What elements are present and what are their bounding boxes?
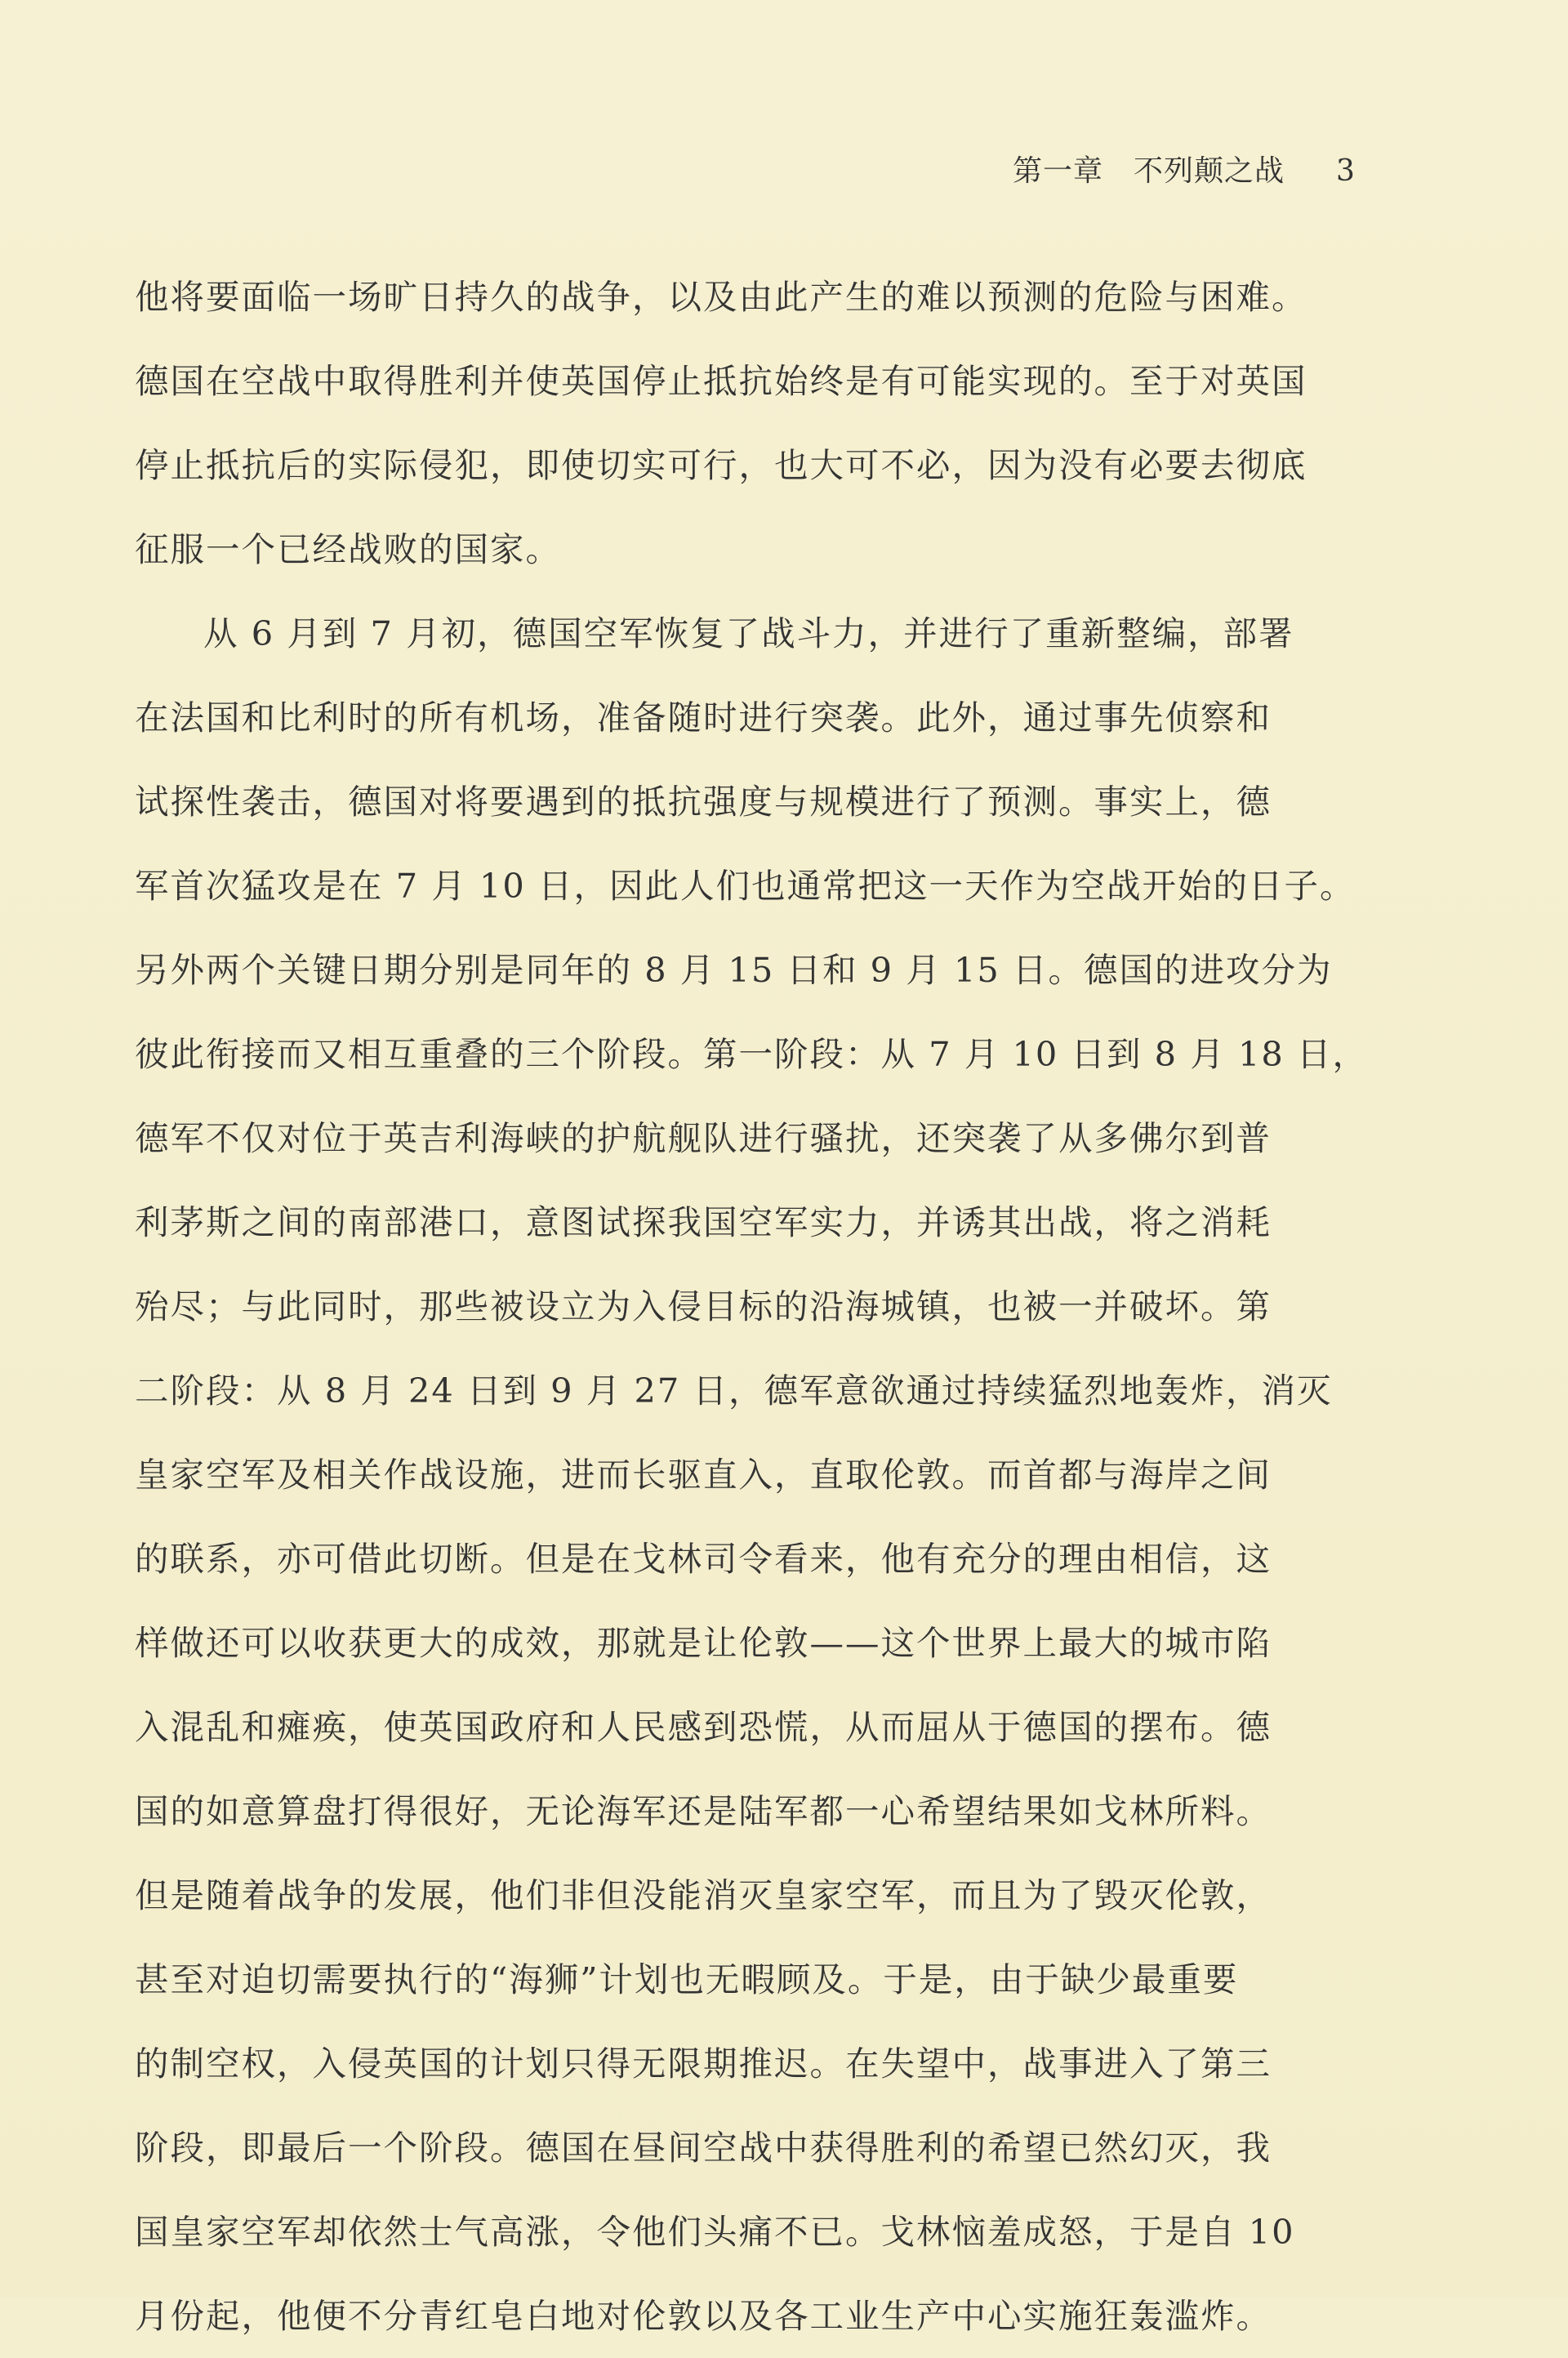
- text-line: 彼此衔接而又相互重叠的三个阶段。第一阶段：从 7 月 10 日到 8 月 18 日，: [135, 1034, 1368, 1074]
- text-line: 德军不仅对位于英吉利海峡的护航舰队进行骚扰，还突袭了从多佛尔到普: [135, 1118, 1272, 1158]
- text-line: 军首次猛攻是在 7 月 10 日，因此人们也通常把这一天作为空战开始的日子。: [135, 866, 1356, 906]
- text-line: 阶段，即最后一个阶段。德国在昼间空战中获得胜利的希望已然幻灭，我: [135, 2128, 1272, 2168]
- text-line: 停止抵抗后的实际侵犯，即使切实可行，也大可不必，因为没有必要去彻底: [135, 445, 1307, 485]
- text-line: 国皇家空军却依然士气高涨，令他们头痛不已。戈林恼羞成怒，于是自 10: [135, 2212, 1295, 2252]
- text-line: 但是随着战争的发展，他们非但没能消灭皇家空军，而且为了毁灭伦敦，: [135, 1875, 1272, 1915]
- text-line: 皇家空军及相关作战设施，进而长驱直入，直取伦敦。而首都与海岸之间: [135, 1455, 1272, 1495]
- running-head: 第一章 不列颠之战: [1013, 154, 1285, 188]
- text-line: 德国在空战中取得胜利并使英国停止抵抗始终是有可能实现的。至于对英国: [135, 361, 1307, 401]
- text-line: 入混乱和瘫痪，使英国政府和人民感到恐慌，从而屈从于德国的摆布。德: [135, 1707, 1272, 1747]
- paragraph-start-line: 从 6 月到 7 月初，德国空军恢复了战斗力，并进行了重新整编，部署: [203, 613, 1294, 653]
- body-text: [135, 255, 1368, 2358]
- page-header: [0, 147, 1568, 196]
- text-line: 在法国和比利时的所有机场，准备随时进行突袭。此外，通过事先侦察和: [135, 698, 1272, 738]
- text-line: 样做还可以收获更大的成效，那就是让伦敦——这个世界上最大的城市陷: [135, 1623, 1272, 1663]
- text-line: 的制空权，入侵英国的计划只得无限期推迟。在失望中，战事进入了第三: [135, 2044, 1272, 2084]
- text-line: 殆尽；与此同时，那些被设立为入侵目标的沿海城镇，也被一并破坏。第: [135, 1286, 1272, 1326]
- text-line: 另外两个关键日期分别是同年的 8 月 15 日和 9 月 15 日。德国的进攻分为: [135, 950, 1333, 990]
- text-line: 二阶段：从 8 月 24 日到 9 月 27 日，德军意欲通过持续猛烈地轰炸，消灭: [135, 1371, 1333, 1411]
- text-line: 利茅斯之间的南部港口，意图试探我国空军实力，并诱其出战，将之消耗: [135, 1202, 1272, 1242]
- text-line: 征服一个已经战败的国家。: [135, 529, 562, 569]
- text-line: 月份起，他便不分青红皂白地对伦敦以及各工业生产中心实施狂轰滥炸。: [135, 2296, 1272, 2336]
- text-line: 甚至对迫切需要执行的“海狮”计划也无暇顾及。于是，由于缺少最重要: [135, 1959, 1239, 1999]
- text-line: 试探性袭击，德国对将要遇到的抵抗强度与规模进行了预测。事实上，德: [135, 782, 1272, 822]
- page-number: 3: [1336, 154, 1355, 188]
- text-line: 他将要面临一场旷日持久的战争，以及由此产生的难以预测的危险与困难。: [135, 277, 1307, 317]
- text-line: 的联系，亦可借此切断。但是在戈林司令看来，他有充分的理由相信，这: [135, 1539, 1272, 1579]
- text-line: 国的如意算盘打得很好，无论海军还是陆军都一心希望结果如戈林所料。: [135, 1791, 1272, 1831]
